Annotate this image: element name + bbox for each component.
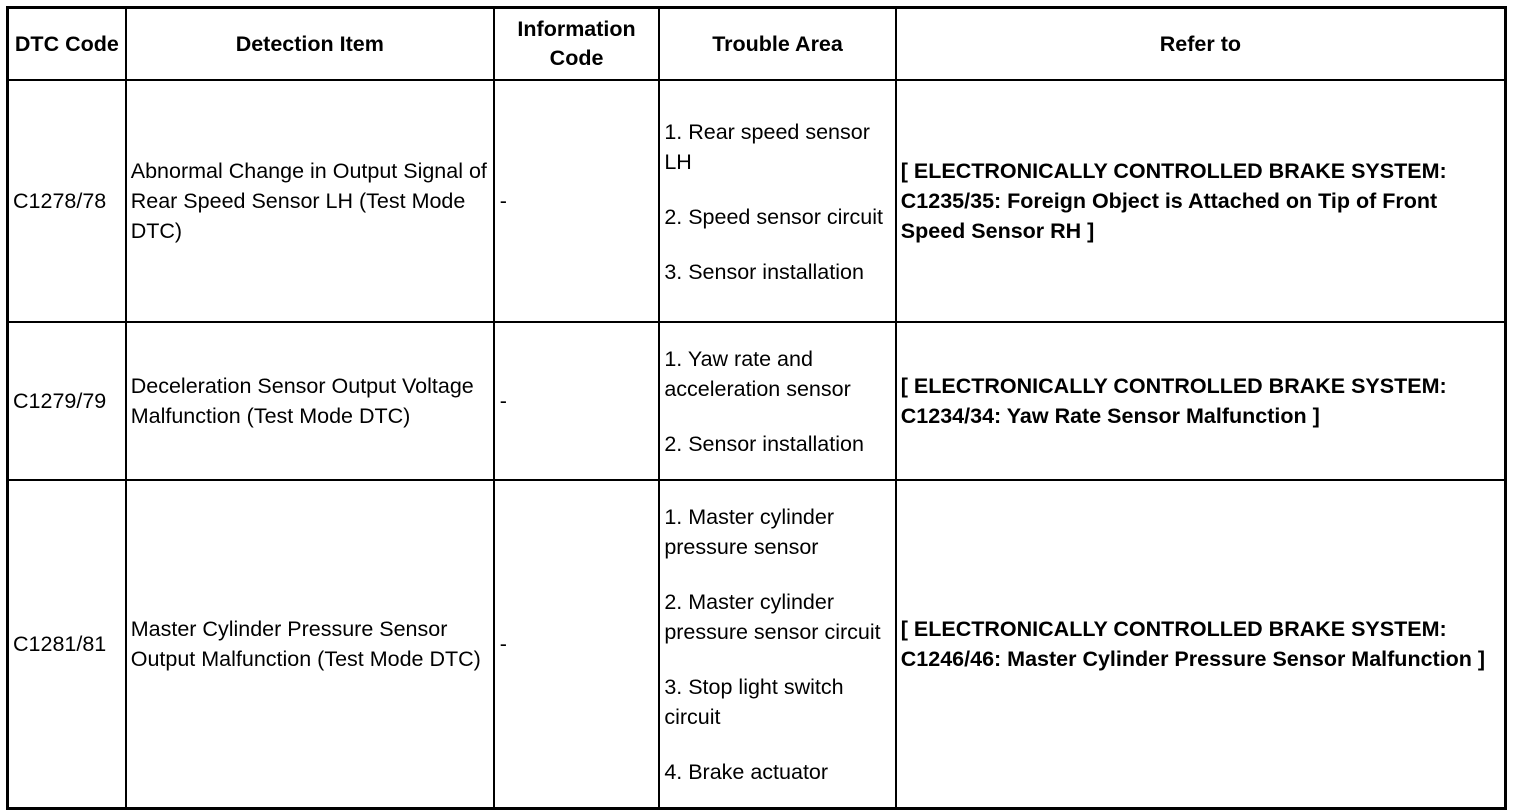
trouble-area-item: 1. Rear speed sensor LH: [664, 120, 870, 174]
detection-item-cell: Abnormal Change in Output Signal of Rear Speed Sensor LH (Test Mode DTC): [126, 80, 494, 322]
information-code-cell: -: [494, 480, 660, 808]
trouble-area-item: 2. Master cylinder pressure sensor circuit: [664, 590, 881, 645]
header-trouble-area: Trouble Area: [659, 8, 895, 81]
dtc-code-cell: C1279/79: [8, 322, 126, 480]
header-detection-item: Detection Item: [126, 8, 494, 81]
refer-to-link[interactable]: [ ELECTRONICALLY CONTROLLED BRAKE SYSTEM: C1235/35: Foreign Object is Attached on Tip of Front Speed Sensor RH ]: [896, 80, 1506, 322]
header-refer-to: Refer to: [896, 8, 1506, 81]
trouble-area-item: 2. Speed sensor circuit: [664, 205, 884, 229]
trouble-area-item: 1. Yaw rate and acceleration sensor: [664, 346, 851, 401]
trouble-area-list: [664, 115, 890, 287]
trouble-area-item: 1. Master cylinder pressure sensor: [664, 505, 834, 560]
trouble-area-cell: [659, 480, 895, 808]
information-code-cell: -: [494, 80, 660, 322]
refer-to-link[interactable]: [ ELECTRONICALLY CONTROLLED BRAKE SYSTEM: C1234/34: Yaw Rate Sensor Malfunction ]: [896, 322, 1506, 480]
table-row: [8, 80, 1506, 322]
dtc-table: [6, 6, 1507, 810]
trouble-area-item: 3. Stop light switch circuit: [664, 675, 844, 730]
trouble-area-item: 4. Brake actuator: [664, 760, 829, 785]
detection-item-cell: Deceleration Sensor Output Voltage Malfunction (Test Mode DTC): [126, 322, 494, 480]
header-dtc-code: DTC Code: [8, 8, 126, 81]
header-row: [8, 8, 1506, 81]
table-row: [8, 480, 1506, 808]
refer-to-link[interactable]: [ ELECTRONICALLY CONTROLLED BRAKE SYSTEM: C1246/46: Master Cylinder Pressure Sensor Malfunction ]: [896, 480, 1506, 808]
trouble-area-list: [664, 344, 890, 459]
table-row: [8, 322, 1506, 480]
dtc-code-cell: C1278/78: [8, 80, 126, 322]
dtc-table-container: [6, 6, 1507, 810]
header-information-code: Information Code: [494, 8, 660, 81]
trouble-area-cell: [659, 322, 895, 480]
trouble-area-item: 3. Sensor installation: [664, 260, 864, 284]
trouble-area-cell: [659, 80, 895, 322]
trouble-area-list: [664, 500, 890, 787]
trouble-area-item: 2. Sensor installation: [664, 431, 864, 456]
information-code-cell: -: [494, 322, 660, 480]
detection-item-cell: Master Cylinder Pressure Sensor Output Malfunction (Test Mode DTC): [126, 480, 494, 808]
dtc-code-cell: C1281/81: [8, 480, 126, 808]
